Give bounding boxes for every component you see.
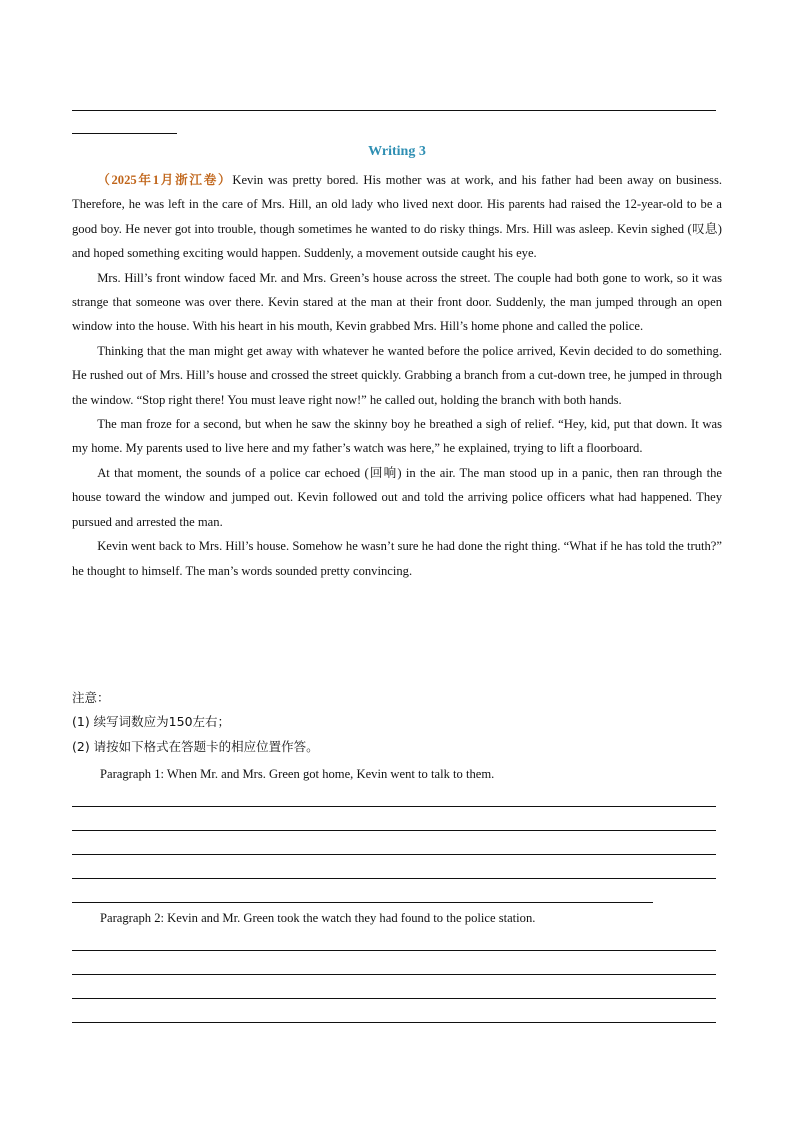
passage-paragraph: Thinking that the man might get away with whatever he wanted before the police arrived, Kevin decided to do something. He rushed out of Mrs. Hill’s house and crossed the street quickly. Grabbing a branch from a cut-down tree, he jumped in through the window. “Stop right there! You must leave right now!” he called out, holding the branch with both hands.: [72, 343, 722, 407]
source-tag: （2025年1月浙江卷）: [97, 173, 233, 187]
answer-line[interactable]: [72, 1022, 716, 1023]
answer-line: [72, 110, 716, 111]
passage-paragraph: The man froze for a second, but when he saw the skinny boy he breathed a sigh of relief. “Hey, kid, put that down. It was my home. My parents used to live here and my father’s watch was here,” he explained, trying to lift a floorboard.: [72, 417, 722, 456]
notes-item: (2) 请按如下格式在答题卡的相应位置作答。: [72, 738, 319, 754]
reading-passage: [72, 168, 722, 583]
answer-line[interactable]: [72, 974, 716, 975]
notes-item: (1) 续写词数应为150左右；: [72, 714, 231, 730]
answer-line[interactable]: [72, 806, 716, 807]
answer-line[interactable]: [72, 878, 716, 879]
passage-paragraph: （2025年1月浙江卷）Kevin was pretty bored. His mother was at work, and his father had been away on business. Therefore, he was left in the care of Mrs. Hill, an old lady who lived next door. His parents had raised the 12-year-old to be a good boy. He never got into trouble, though sometimes he wanted to do risky things. Mrs. Hill was asleep. Kevin sighed (叹息) and hoped something exciting would happen. Suddenly, a movement outside caught his eye.: [72, 173, 722, 261]
passage-paragraph: Mrs. Hill’s front window faced Mr. and Mrs. Green’s house across the street. The couple had both gone to work, so it was strange that someone was over there. Kevin stared at the man at their front door. Suddenly, the man jumped through an open window into the house. With his heart in his mouth, Kevin grabbed Mrs. Hill’s home phone and called the police.: [72, 270, 722, 334]
answer-line[interactable]: [72, 950, 716, 951]
answer-line[interactable]: [72, 830, 716, 831]
passage-paragraph: Kevin went back to Mrs. Hill’s house. Somehow he wasn’t sure he had done the right thing. “What if he has told the truth?” he thought to himself. The man’s words sounded pretty convincing.: [72, 539, 722, 578]
answer-line[interactable]: [72, 902, 653, 903]
paragraph-2-prompt: Paragraph 2: Kevin and Mr. Green took the watch they had found to the police station.: [100, 911, 536, 925]
answer-line[interactable]: [72, 854, 716, 855]
notes-block: [72, 686, 722, 759]
answer-line[interactable]: [72, 998, 716, 999]
passage-paragraph: At that moment, the sounds of a police car echoed (回响) in the air. The man stood up in a panic, then ran through the house toward the window and jumped out. Kevin followed out and told the arriving police officers what had happened. They pursued and arrested the man.: [72, 465, 722, 529]
answer-line-short: [72, 133, 177, 134]
section-title: Writing 3: [368, 144, 426, 159]
notes-heading: 注意：: [72, 690, 110, 705]
paragraph-1-prompt: Paragraph 1: When Mr. and Mrs. Green got home, Kevin went to talk to them.: [100, 767, 495, 781]
